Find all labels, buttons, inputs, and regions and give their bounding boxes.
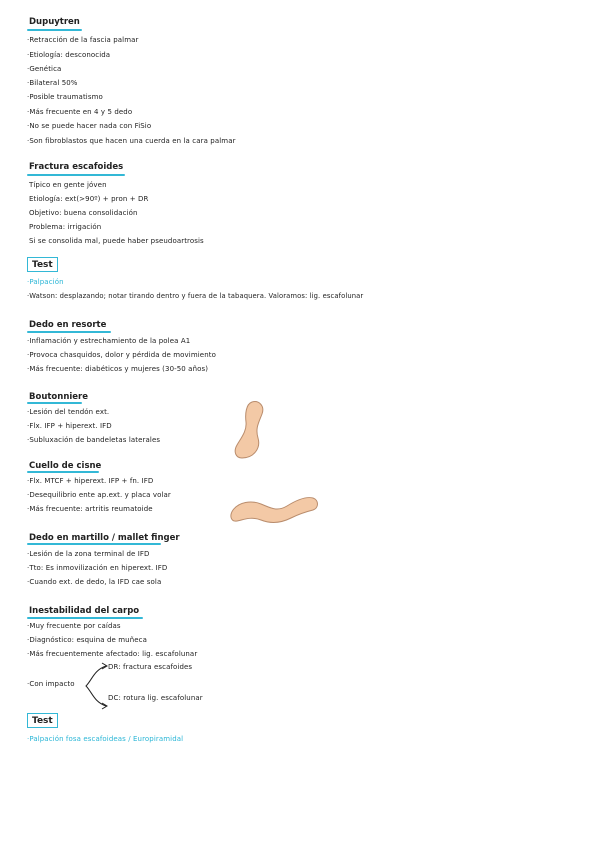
heading-underline (27, 174, 125, 176)
heading-underline (27, 471, 99, 473)
list-item: ·Bilateral 50% (27, 79, 78, 87)
heading-underline (27, 543, 161, 545)
list-item: ·Posible traumatismo (27, 93, 103, 101)
heading-boutonniere: Boutonniere (29, 392, 89, 402)
list-item: Objetivo: buena consolidación (29, 209, 138, 217)
list-item: Etiología: ext(>90º) + pron + DR (29, 195, 149, 203)
heading-underline (27, 29, 82, 31)
list-item: ·Cuando ext. de dedo, la IFD cae sola (27, 578, 162, 586)
list-item: ·Flx. IFP + hiperext. IFD (27, 422, 112, 430)
list-item: ·Son fibroblastos que hacen una cuerda en la cara palmar (27, 137, 236, 145)
list-item: ·Desequilibrio ente ap.ext. y placa volar (27, 491, 171, 499)
list-item: ·Muy frecuente por caídas (27, 622, 121, 630)
list-item: ·Flx. MTCF + hiperext. IFP + fn. IFD (27, 477, 154, 485)
heading-underline (27, 402, 82, 404)
list-item: ·Palpación fosa escafoideas / Europiramidal (27, 735, 184, 743)
bent-finger-icon (228, 398, 272, 462)
list-item: ·Watson: desplazando; notar tirando dentro y fuera de la tabaquera. Valoramos: lig. escafolunar (27, 292, 364, 300)
heading-underline (27, 617, 143, 619)
list-item: ·Con impacto (27, 680, 75, 688)
swan-neck-finger-icon (229, 490, 321, 526)
heading-mallet: Dedo en martillo / mallet finger (29, 533, 180, 543)
list-item: ·Retracción de la fascia palmar (27, 36, 139, 44)
list-item: ·Tto: Es inmovilización en hiperext. IFD (27, 564, 168, 572)
list-item: ·Más frecuente: diabéticos y mujeres (30-50 años) (27, 365, 209, 373)
list-item: ·Lesión de la zona terminal de IFD (27, 550, 150, 558)
list-item: ·Más frecuente: artritis reumatoide (27, 505, 153, 513)
list-item: ·Más frecuentemente afectado: lig. escafolunar (27, 650, 198, 658)
list-item: ·Palpación (27, 278, 64, 286)
branch-item: DR: fractura escafoides (108, 663, 193, 671)
branch-item: DC: rotura lig. escafolunar (108, 694, 203, 702)
heading-escafoides: Fractura escafoides (29, 162, 124, 172)
list-item: ·No se puede hacer nada con FiSio (27, 122, 152, 130)
list-item: Problema: irrigación (29, 223, 102, 231)
heading-cisne: Cuello de cisne (29, 461, 102, 471)
list-item: ·Más frecuente en 4 y 5 dedo (27, 108, 133, 116)
list-item: ·Diagnóstico: esquina de muñeca (27, 636, 148, 644)
heading-resorte: Dedo en resorte (29, 320, 107, 330)
list-item: Típico en gente jóven (29, 181, 107, 189)
list-item: ·Subluxación de bandeletas laterales (27, 436, 161, 444)
list-item: ·Etiología: desconocida (27, 51, 111, 59)
test-label: Test (27, 257, 58, 272)
list-item: ·Genética (27, 65, 62, 73)
heading-dupuytren: Dupuytren (29, 17, 80, 27)
list-item: Si se consolida mal, puede haber pseudoartrosis (29, 237, 204, 245)
heading-carpo: Inestabilidad del carpo (29, 606, 140, 616)
test-label: Test (27, 713, 58, 728)
list-item: ·Lesión del tendón ext. (27, 408, 110, 416)
heading-underline (27, 331, 111, 333)
list-item: ·Inflamación y estrechamiento de la polea A1 (27, 337, 191, 345)
list-item: ·Provoca chasquidos, dolor y pérdida de movimiento (27, 351, 216, 359)
branch-brace-icon (80, 662, 110, 710)
